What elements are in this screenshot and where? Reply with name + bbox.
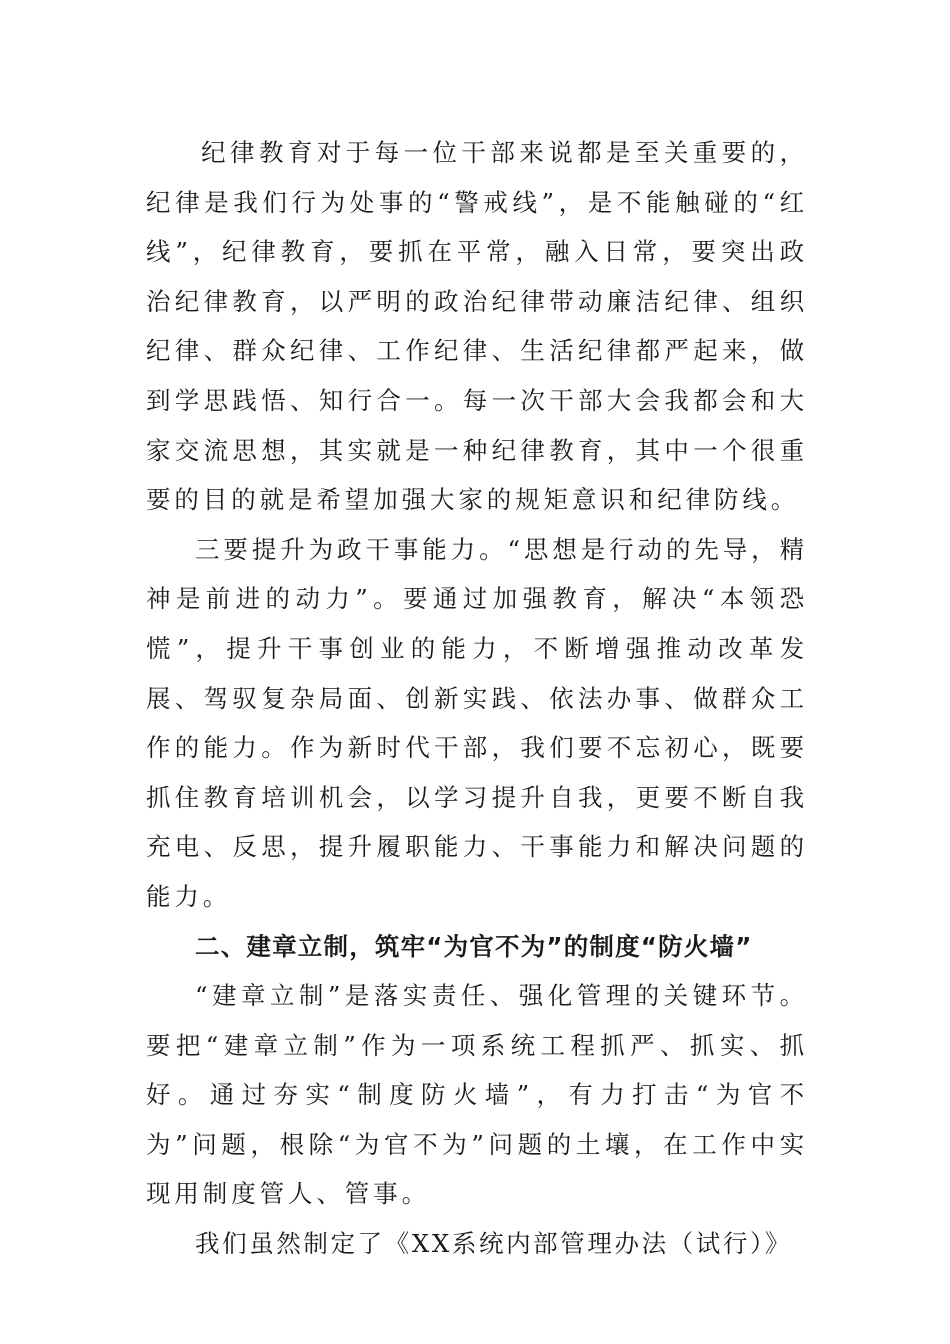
paragraph-management-measures: 我们虽然制定了《XX系统内部管理办法（试行）》 xyxy=(195,1229,792,1259)
section-heading: 二、建章立制，筑牢“为官不为”的制度“防火墙” xyxy=(195,931,753,961)
paragraph-discipline-education: 纪律教育对于每一位干部来说都是至关重要的，纪律是我们行为处事的“警戒线”，是不能触碰的“红线”，纪律教育，要抓在平常，融入日常，要突出政治纪律教育，以严明的政治纪律带动廉洁纪律、组织纪律、群众纪律、工作纪律、生活纪律都严起来，做到学思践悟、知行合一。每一次干部大会我都会和大家交流思想，其实就是一种纪律教育，其中一个很重要的目的就是希望加强大家的规矩意识和纪律防线。 xyxy=(146,138,808,515)
paragraph-institution-building: “建章立制”是落实责任、强化管理的关键环节。要把“建章立制”作为一项系统工程抓严、抓实、抓好。通过夯实“制度防火墙”，有力打击“为官不为”问题，根除“为官不为”问题的土壤，在工作中实现用制度管人、管事。 xyxy=(146,981,808,1209)
document-body xyxy=(146,128,808,1269)
paragraph-improve-ability: 三要提升为政干事能力。“思想是行动的先导，精神是前进的动力”。要通过加强教育，解决“本领恐慌”，提升干事创业的能力，不断增强推动改革发展、驾驭复杂局面、创新实践、依法办事、做群众工作的能力。作为新时代干部，我们要不忘初心，既要抓住教育培训机会，以学习提升自我，更要不断自我充电、反思，提升履职能力、干事能力和解决问题的能力。 xyxy=(146,534,808,911)
